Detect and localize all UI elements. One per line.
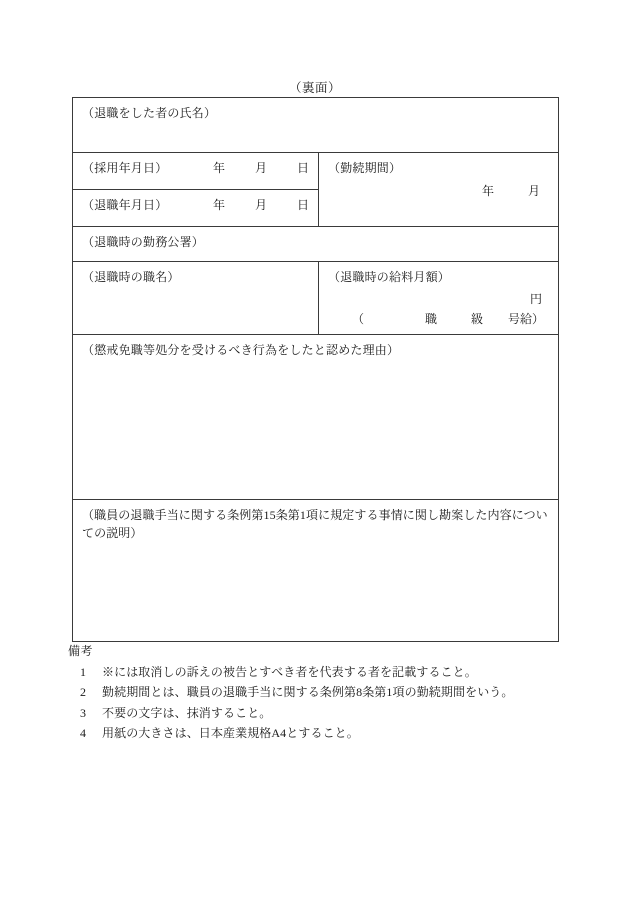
label-job-title: （退職時の職名） — [82, 270, 180, 284]
note-number: 3 — [80, 705, 86, 720]
note-item — [80, 663, 588, 682]
label-explanation: （職員の退職手当に関する条例第15条第1項に規定する事情に関し勘案した内容についての説明） — [82, 508, 548, 540]
page-side-label: （裏面） — [288, 81, 341, 95]
label-hire-date: （採用年月日） — [82, 161, 168, 175]
salary-paren-open: （ — [352, 312, 365, 326]
cell-office[interactable] — [73, 227, 559, 262]
salary-gokyu-unit: 号給） — [508, 312, 545, 326]
note-text: 用紙の大きさは、日本産業規格A4とすること。 — [102, 726, 359, 741]
hire-date-month-unit: 月 — [254, 161, 267, 175]
label-retiree-name: （退職をした者の氏名） — [82, 106, 217, 120]
table-row-hire-date — [73, 153, 559, 190]
notes-title: 備考 — [68, 644, 94, 658]
salary-shoku-unit: 職 — [425, 312, 438, 326]
cell-salary[interactable] — [319, 262, 559, 335]
hire-date-day-unit: 日 — [296, 161, 309, 175]
cell-explanation[interactable] — [73, 500, 559, 642]
note-item — [80, 704, 588, 723]
retire-date-day-unit: 日 — [296, 198, 309, 212]
cell-hire-date[interactable] — [73, 153, 319, 190]
hire-date-year-unit: 年 — [212, 161, 225, 175]
salary-yen-unit: 円 — [530, 292, 543, 306]
retirement-allowance-form-table — [72, 97, 559, 642]
table-row-job-title-salary — [73, 262, 559, 335]
cell-retire-date[interactable] — [73, 190, 319, 227]
service-period-month-unit: 月 — [528, 184, 541, 198]
table-row-reason — [73, 335, 559, 500]
note-item — [80, 724, 588, 743]
table-row-retiree-name — [73, 98, 559, 153]
retire-date-year-unit: 年 — [212, 198, 225, 212]
note-text: ※には取消しの訴えの被告とすべき者を代表する者を記載すること。 — [102, 664, 477, 679]
table-row-office — [73, 227, 559, 262]
label-reason: （懲戒免職等処分を受けるべき行為をしたと認めた理由） — [82, 343, 400, 357]
label-salary: （退職時の給料月額） — [328, 270, 451, 284]
cell-service-period[interactable] — [319, 153, 559, 227]
note-number: 2 — [80, 685, 86, 700]
note-item — [80, 683, 588, 702]
salary-kyu-unit: 級 — [471, 312, 484, 326]
cell-retiree-name[interactable] — [73, 98, 559, 153]
retire-date-month-unit: 月 — [254, 198, 267, 212]
note-text: 勤続期間とは、職員の退職手当に関する条例第8条第1項の勤続期間をいう。 — [102, 685, 514, 700]
label-retire-date: （退職年月日） — [82, 198, 168, 212]
cell-reason[interactable] — [73, 335, 559, 500]
note-number: 1 — [80, 664, 86, 679]
cell-job-title[interactable] — [73, 262, 319, 335]
table-row-explanation — [73, 500, 559, 642]
notes-section — [68, 642, 588, 743]
label-office: （退職時の勤務公署） — [82, 235, 205, 249]
label-service-period: （勤続期間） — [328, 161, 402, 175]
note-number: 4 — [80, 726, 86, 741]
note-text: 不要の文字は、抹消すること。 — [102, 705, 272, 720]
service-period-year-unit: 年 — [481, 184, 494, 198]
